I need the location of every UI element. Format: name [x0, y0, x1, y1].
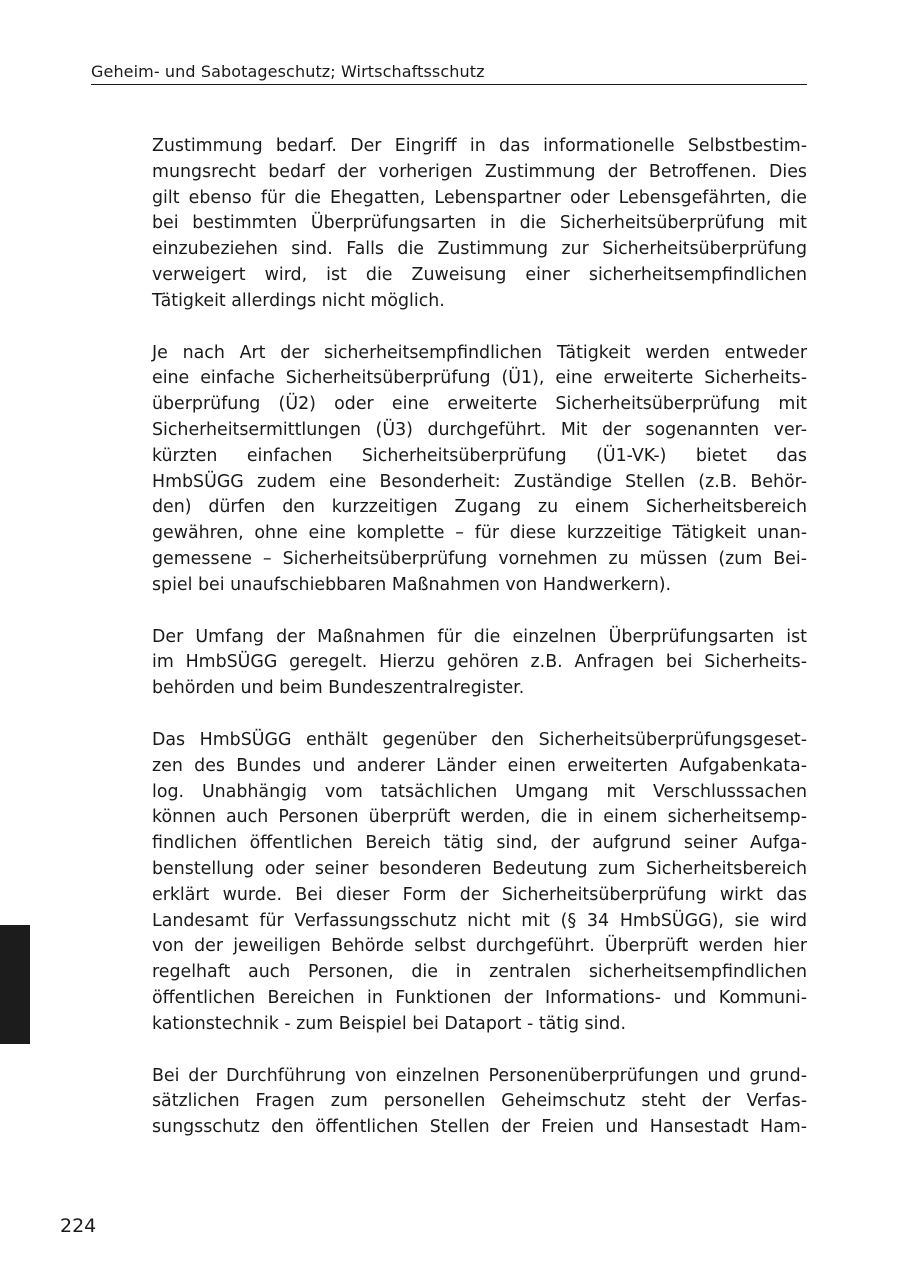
- text-line: von der jeweiligen Behörde selbst durchgeführt. Überprüft werden hier: [152, 936, 807, 957]
- paragraph-check-types: [152, 341, 807, 599]
- text-line: Je nach Art der sicherheitsempfindlichen Tätigkeit werden entweder: [152, 342, 807, 363]
- text-line: Landesamt für Verfassungsschutz nicht mit (§ 34 HmbSÜGG), sie wird: [152, 910, 807, 931]
- text-line: Zustimmung bedarf. Der Eingriff in das informationelle Selbstbestim-: [152, 136, 807, 156]
- header-rule: [91, 84, 807, 85]
- text-line: Sicherheitsermittlungen (Ü3) durchgeführt. Mit der sogenannten ver-: [152, 419, 807, 440]
- text-line: behörden und beim Bundeszentralregister.: [152, 678, 525, 699]
- paragraph-support: [152, 1064, 807, 1141]
- text-line: verweigert wird, ist die Zuweisung einer sicherheitsempfindlichen: [152, 264, 807, 285]
- page-number: 224: [60, 1215, 97, 1237]
- text-line: sätzlichen Fragen zum personellen Geheimschutz steht der Verfas-: [152, 1091, 807, 1112]
- text-line: zen des Bundes und anderer Länder einen erweiterten Aufgabenkata-: [152, 755, 807, 776]
- paragraph-consent: [152, 134, 807, 315]
- text-line: HmbSÜGG zudem eine Besonderheit: Zuständige Stellen (z.B. Behör-: [152, 471, 807, 492]
- text-line: kationstechnik - zum Beispiel bei Dataport - tätig sind.: [152, 1013, 626, 1034]
- text-line: regelhaft auch Personen, die in zentralen sicherheitsempfindlichen: [152, 962, 807, 983]
- text-line: bei bestimmten Überprüfungsarten in die Sicherheitsüberprüfung mit: [152, 213, 807, 234]
- text-line: Das HmbSÜGG enthält gegenüber den Sicherheitsüberprüfungsgeset-: [152, 729, 807, 750]
- paragraph-extended-catalog: [152, 728, 807, 1038]
- text-line: findlichen öffentlichen Bereich tätig sind, der aufgrund seiner Aufga-: [152, 833, 807, 854]
- text-line: einzubeziehen sind. Falls die Zustimmung zur Sicherheitsüberprüfung: [152, 239, 807, 260]
- text-line: im HmbSÜGG geregelt. Hierzu gehören z.B. Anfragen bei Sicherheits-: [152, 652, 807, 673]
- text-line: mungsrecht bedarf der vorherigen Zustimmung der Betroffenen. Dies: [152, 161, 807, 182]
- text-line: Der Umfang der Maßnahmen für die einzelnen Überprüfungsarten ist: [152, 626, 807, 647]
- text-line: den) dürfen den kurzzeitigen Zugang zu einem Sicherheitsbereich: [152, 497, 807, 518]
- text-line: gemessene – Sicherheitsüberprüfung vornehmen zu müssen (zum Bei-: [152, 548, 807, 569]
- text-line: spiel bei unaufschiebbaren Maßnahmen von Handwerkern).: [152, 574, 672, 595]
- text-line: gewähren, ohne eine komplette – für diese kurzzeitige Tätigkeit unan-: [152, 523, 807, 544]
- text-line: öffentlichen Bereichen in Funktionen der Informations- und Kommuni-: [152, 987, 807, 1008]
- text-line: sungsschutz den öffentlichen Stellen der Freien und Hansestadt Ham-: [152, 1117, 807, 1138]
- paragraph-scope: [152, 625, 807, 702]
- running-header: Geheim- und Sabotageschutz; Wirtschaftsschutz: [91, 62, 485, 81]
- text-line: log. Unabhängig vom tatsächlichen Umgang mit Verschlusssachen: [152, 781, 807, 802]
- text-line: gilt ebenso für die Ehegatten, Lebenspartner oder Lebensgefährten, die: [152, 187, 807, 208]
- chapter-thumb-tab: [0, 925, 30, 1044]
- text-line: überprüfung (Ü2) oder eine erweiterte Sicherheitsüberprüfung mit: [152, 394, 807, 415]
- text-line: eine einfache Sicherheitsüberprüfung (Ü1), eine erweiterte Sicherheits-: [152, 368, 807, 389]
- text-line: Bei der Durchführung von einzelnen Personenüberprüfungen und grund-: [152, 1065, 807, 1086]
- text-line: erklärt wurde. Bei dieser Form der Sicherheitsüberprüfung wirkt das: [152, 884, 807, 905]
- text-line: kürzten einfachen Sicherheitsüberprüfung (Ü1-VK-) bietet das: [152, 445, 807, 466]
- text-line: können auch Personen überprüft werden, die in einem sicherheitsemp-: [152, 807, 807, 828]
- text-line: benstellung oder seiner besonderen Bedeutung zum Sicherheitsbereich: [152, 858, 807, 879]
- body-text: [152, 134, 807, 1167]
- text-line: Tätigkeit allerdings nicht möglich.: [152, 290, 445, 311]
